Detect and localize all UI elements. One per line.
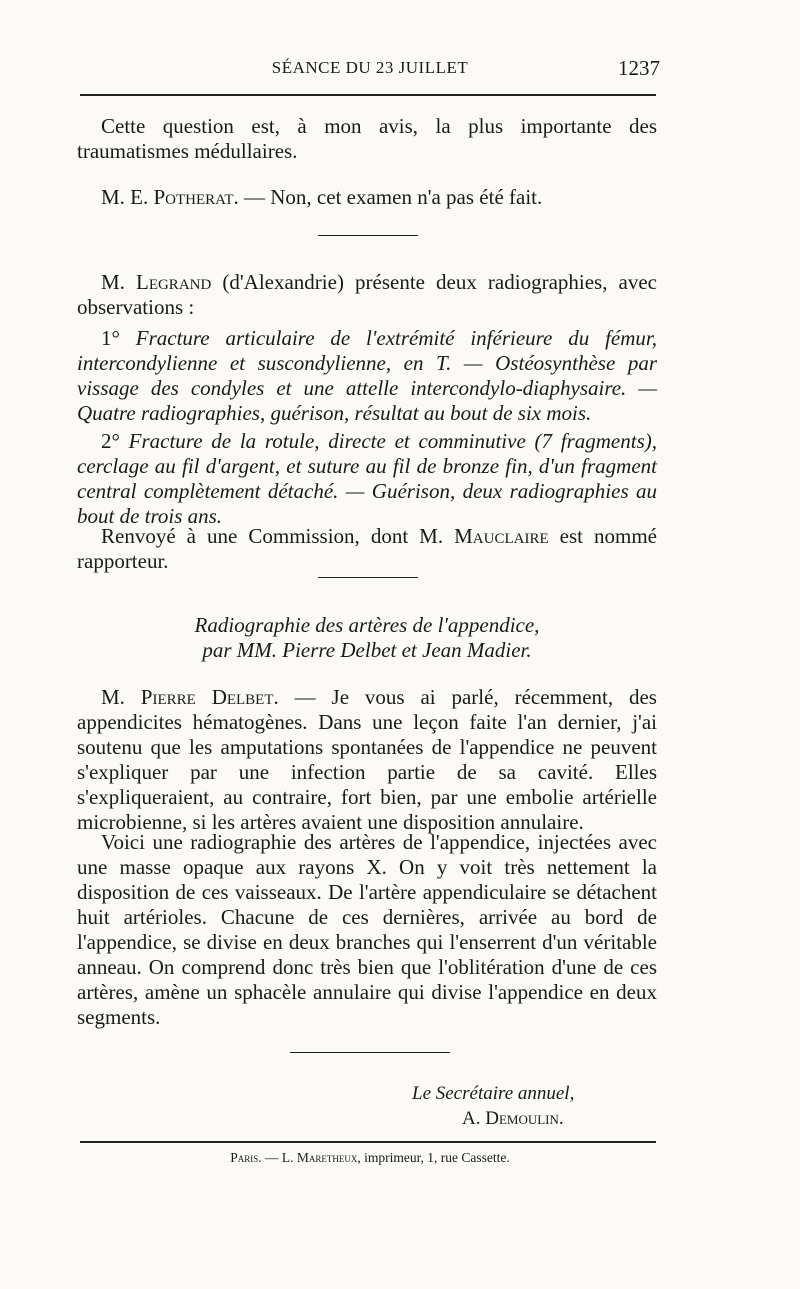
section-title (77, 613, 657, 663)
observation-number: 1° (101, 326, 120, 350)
speaker-text: (d'Alexandrie) présente deux radiographies, avec observations : (77, 270, 657, 319)
paragraph-radiographie: Voici une radiographie des artères de l'appendice, injectées avec une masse opaque aux rayons X. On y voit très nettement la disposition de ces vaisseaux. De l'artère appendiculaire se détachent huit artérioles. Chacune de ces dernières, arrivée au bord de l'appendice, se divise en deux branches qui l'enserrent d'un véritable anneau. On comprend donc très bien que l'oblitération d'une de ces artères, amène un sphacèle annulaire qui divise l'appendice en deux segments. (77, 830, 657, 1029)
rapporteur-name: Mauclaire (454, 524, 549, 548)
section-title-line-1: Radiographie des artères de l'appendice, (194, 613, 540, 637)
imprint-text-a: — L. (261, 1150, 297, 1165)
paragraph-legrand (77, 270, 657, 320)
renvoi-text-b: est nommé rapporteur. (77, 524, 657, 573)
signature-name: A. Demoulin. (462, 1108, 564, 1129)
renvoi-text-a: Renvoyé à une Commission, dont M. (101, 524, 455, 548)
speaker-text: — Je vous ai parlé, récemment, des appendicites hématogènes. Dans une leçon faite l'an dernier, j'ai soutenu que les amputations spontanées de l'appendice ne peuvent s'expliquer par une infection partie de sa cavité. Elles s'expliqueraient, au contraire, fort bien, par une embolie artérielle microbienne, si les artères avaient une disposition annulaire. (77, 685, 657, 834)
paragraph-potherat (77, 185, 657, 210)
section-divider (318, 577, 418, 578)
imprint-text-b: , imprimeur, 1, rue Cassette. (357, 1150, 510, 1165)
header-title: SÉANCE DU 23 JUILLET (271, 58, 469, 77)
header-rule (80, 94, 656, 96)
paragraph-renvoi (77, 524, 657, 574)
paragraph-1: Cette question est, à mon avis, la plus importante des traumatismes médullaires. (77, 114, 657, 163)
observation-text: Fracture de la rotule, directe et comminutive (7 fragments), cerclage au fil d'argent, et suture au fil de bronze fin, d'un fragment central complètement détaché. — Guérison, deux radiographies au bout de trois ans. (77, 429, 657, 528)
speaker-name: M. E. Potherat. (101, 185, 239, 209)
running-header (80, 56, 660, 82)
speaker-name: M. Pierre Delbet. (101, 685, 279, 709)
speaker-text: — Non, cet examen n'a pas été fait. (238, 185, 543, 209)
observation-text: Fracture articulaire de l'extrémité inférieure du fémur, intercondylienne et suscondylienne, en T. — Ostéosynthèse par vissage des condyles et une attelle intercondylo-diaphysaire. — Quatre radiographies, guérison, résultat au bout de six mois. (77, 326, 657, 425)
section-divider (318, 235, 418, 236)
observation-2 (77, 429, 657, 529)
observation-number: 2° (101, 429, 120, 453)
observation-1 (77, 326, 657, 426)
page-number: 1237 (618, 56, 660, 80)
section-title-line-2: par MM. Pierre Delbet et Jean Madier. (202, 638, 532, 662)
printer-imprint (80, 1150, 660, 1166)
speaker-name: M. Legrand (101, 270, 212, 294)
footer-rule (80, 1141, 656, 1143)
signature-role: Le Secrétaire annuel, (412, 1083, 575, 1104)
imprint-city: Paris. (230, 1150, 262, 1165)
closing-divider (290, 1052, 450, 1053)
imprint-printer: Maretheux (296, 1150, 358, 1165)
paragraph-delbet (77, 685, 657, 835)
